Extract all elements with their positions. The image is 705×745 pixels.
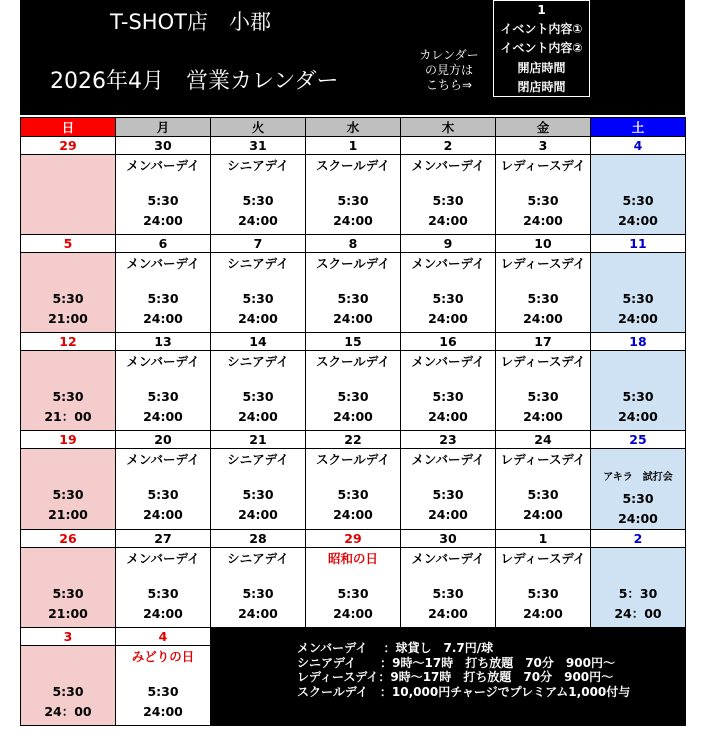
day-cell xyxy=(306,253,401,333)
day-cell xyxy=(591,449,686,530)
open-time: 5:30 xyxy=(337,487,369,502)
event-primary xyxy=(21,158,115,174)
event-primary: レディースデイ xyxy=(500,354,586,369)
close-time: 24:00 xyxy=(428,409,468,424)
day-cell xyxy=(401,548,496,628)
open-time: 5:30 xyxy=(337,586,369,601)
day-body-row xyxy=(21,253,686,333)
open-time: 5:30 xyxy=(242,291,274,306)
close-time: 24:00 xyxy=(143,507,183,522)
day-date: 28 xyxy=(211,530,306,548)
day-date: 13 xyxy=(116,333,211,351)
day-date: 14 xyxy=(211,333,306,351)
close-time: 24:00 xyxy=(333,213,373,228)
legend-date: 1 xyxy=(537,3,546,17)
close-time: 24:00 xyxy=(143,704,183,719)
event-primary: スクールデイ xyxy=(316,256,390,271)
legend-event-2: イベント内容② xyxy=(500,41,583,56)
date-row xyxy=(21,137,686,155)
close-time: 24:00 xyxy=(333,311,373,326)
date-row xyxy=(21,333,686,351)
close-time: 24:00 xyxy=(618,213,658,228)
day-cell xyxy=(591,253,686,333)
notes-panel xyxy=(211,628,686,726)
day-date: 1 xyxy=(306,137,401,155)
day-cell xyxy=(496,155,591,235)
day-date: 10 xyxy=(496,235,591,253)
day-cell xyxy=(21,253,116,333)
open-time: 5:30 xyxy=(147,684,179,699)
open-time: 5:30 xyxy=(147,193,179,208)
close-time: 24:00 xyxy=(238,213,278,228)
day-date: 16 xyxy=(401,333,496,351)
day-cell xyxy=(116,155,211,235)
close-time: 24:00 xyxy=(618,409,658,424)
day-date: 17 xyxy=(496,333,591,351)
close-time: 21：00 xyxy=(44,409,92,424)
day-cell xyxy=(306,548,401,628)
event-primary: シニアデイ xyxy=(227,256,289,271)
store-name: T-SHOT店 小郡 xyxy=(110,10,271,34)
open-time: 5:30 xyxy=(52,586,84,601)
day-date: 4 xyxy=(116,628,211,646)
open-time: 5:30 xyxy=(147,389,179,404)
close-time: 24:00 xyxy=(238,507,278,522)
calendar-header xyxy=(20,0,685,115)
note-line: スクールデイ ：10,000円チャージでプレミアム1,000付与 xyxy=(297,684,631,699)
open-time: 5:30 xyxy=(147,586,179,601)
day-date: 23 xyxy=(401,431,496,449)
day-date: 26 xyxy=(21,530,116,548)
event-primary xyxy=(591,354,685,370)
day-cell xyxy=(21,548,116,628)
open-time: 5:30 xyxy=(527,487,559,502)
open-time: 5:30 xyxy=(432,586,464,601)
weekday-header: 水 xyxy=(306,118,401,137)
day-cell xyxy=(401,155,496,235)
day-cell xyxy=(21,449,116,530)
event-primary: メンバーデイ xyxy=(411,158,485,173)
day-cell xyxy=(306,155,401,235)
event-primary: シニアデイ xyxy=(227,354,289,369)
open-time: 5:30 xyxy=(337,389,369,404)
day-date: 9 xyxy=(401,235,496,253)
event-primary xyxy=(21,551,115,567)
date-row xyxy=(21,235,686,253)
close-time: 24:00 xyxy=(143,409,183,424)
close-time: 24:00 xyxy=(333,507,373,522)
day-cell xyxy=(116,548,211,628)
close-time: 24:00 xyxy=(143,213,183,228)
day-cell xyxy=(116,449,211,530)
day-cell xyxy=(496,548,591,628)
event-secondary: アキラ 試打会 xyxy=(603,472,673,483)
close-time: 24:00 xyxy=(523,606,563,621)
event-primary: シニアデイ xyxy=(227,551,289,566)
open-time: 5:30 xyxy=(622,193,654,208)
weekday-header: 月 xyxy=(116,118,211,137)
day-cell xyxy=(21,646,116,726)
event-primary: 昭和の日 xyxy=(327,551,378,566)
open-time: 5:30 xyxy=(337,291,369,306)
day-date: 29 xyxy=(306,530,401,548)
event-primary: メンバーデイ xyxy=(411,256,485,271)
day-date: 5 xyxy=(21,235,116,253)
open-time: 5:30 xyxy=(527,389,559,404)
note-line: レディースデイ：9時～17時 打ち放題 70分 900円～ xyxy=(297,670,614,684)
day-date: 24 xyxy=(496,431,591,449)
day-cell xyxy=(211,449,306,530)
day-cell xyxy=(496,351,591,431)
note-line: メンバーデイ ：球貸し 7.7円/球 xyxy=(297,641,494,655)
event-primary: レディースデイ xyxy=(500,452,586,467)
event-primary: メンバーデイ xyxy=(126,256,200,271)
legend-event-1: イベント内容① xyxy=(500,22,583,37)
event-primary: シニアデイ xyxy=(227,452,289,467)
event-primary: メンバーデイ xyxy=(411,354,485,369)
day-date: 7 xyxy=(211,235,306,253)
close-time: 24:00 xyxy=(428,213,468,228)
day-date: 22 xyxy=(306,431,401,449)
close-time xyxy=(21,211,115,231)
close-time: 24:00 xyxy=(238,409,278,424)
day-date: 12 xyxy=(21,333,116,351)
event-primary: スクールデイ xyxy=(316,452,390,467)
day-cell xyxy=(21,155,116,235)
day-date: 19 xyxy=(21,431,116,449)
calendar-table xyxy=(20,117,686,726)
day-cell xyxy=(591,351,686,431)
close-time: 24:00 xyxy=(618,511,658,526)
day-cell xyxy=(116,253,211,333)
close-time: 24:00 xyxy=(523,213,563,228)
day-cell xyxy=(211,155,306,235)
event-primary: メンバーデイ xyxy=(411,452,485,467)
day-cell xyxy=(496,253,591,333)
open-time: 5:30 xyxy=(432,193,464,208)
event-primary xyxy=(21,354,115,370)
day-cell xyxy=(306,351,401,431)
event-primary: メンバーデイ xyxy=(126,354,200,369)
close-time: 24:00 xyxy=(143,311,183,326)
event-primary: メンバーデイ xyxy=(126,551,200,566)
day-cell xyxy=(496,449,591,530)
day-cell xyxy=(116,351,211,431)
day-date: 15 xyxy=(306,333,401,351)
event-primary xyxy=(21,649,115,665)
event-primary: メンバーデイ xyxy=(411,551,485,566)
legend-open: 開店時間 xyxy=(517,60,566,75)
day-cell xyxy=(591,155,686,235)
day-cell xyxy=(211,548,306,628)
open-time: 5:30 xyxy=(52,389,84,404)
legend-box xyxy=(493,0,590,97)
open-time: 5:30 xyxy=(52,684,84,699)
open-time: 5:30 xyxy=(242,193,274,208)
day-cell xyxy=(211,253,306,333)
open-time: 5:30 xyxy=(52,487,84,502)
close-time: 21:00 xyxy=(48,311,88,326)
open-time: 5:30 xyxy=(432,291,464,306)
close-time: 24：00 xyxy=(614,606,662,621)
weekday-header-row xyxy=(21,118,686,137)
weekday-header: 土 xyxy=(591,118,686,137)
day-cell xyxy=(401,449,496,530)
close-time: 24:00 xyxy=(238,311,278,326)
day-body-row xyxy=(21,351,686,431)
day-date: 3 xyxy=(496,137,591,155)
day-body-row xyxy=(21,449,686,530)
date-row xyxy=(21,628,686,646)
close-time: 24:00 xyxy=(523,409,563,424)
open-time: 5:30 xyxy=(242,389,274,404)
day-date: 27 xyxy=(116,530,211,548)
close-time: 21:00 xyxy=(48,606,88,621)
event-primary: シニアデイ xyxy=(227,158,289,173)
day-cell xyxy=(116,646,211,726)
open-time: 5:30 xyxy=(527,586,559,601)
day-date: 29 xyxy=(21,137,116,155)
event-primary: レディースデイ xyxy=(500,551,586,566)
weekday-header: 火 xyxy=(211,118,306,137)
day-date: 2 xyxy=(401,137,496,155)
notes-list xyxy=(297,641,630,699)
weekday-header: 木 xyxy=(401,118,496,137)
note-line: シニアデイ ：9時～17時 打ち放題 70分 900円～ xyxy=(297,655,615,670)
guide-text: カレンダー の見方は こちら⇒ xyxy=(419,48,479,92)
close-time: 24:00 xyxy=(143,606,183,621)
event-primary: みどりの日 xyxy=(131,649,195,664)
day-date: 30 xyxy=(116,137,211,155)
day-cell xyxy=(401,253,496,333)
day-date: 6 xyxy=(116,235,211,253)
open-time: 5:30 xyxy=(432,487,464,502)
event-primary: スクールデイ xyxy=(316,354,390,369)
close-time: 21:00 xyxy=(48,507,88,522)
close-time: 24:00 xyxy=(428,606,468,621)
open-time: 5:30 xyxy=(242,487,274,502)
day-date: 11 xyxy=(591,235,686,253)
day-cell xyxy=(21,351,116,431)
close-time: 24:00 xyxy=(523,311,563,326)
day-body-row xyxy=(21,548,686,628)
close-time: 24:00 xyxy=(238,606,278,621)
day-date: 31 xyxy=(211,137,306,155)
open-time: 5:30 xyxy=(337,193,369,208)
open-time: 5:30 xyxy=(622,491,654,506)
day-body-row xyxy=(21,155,686,235)
close-time: 24:00 xyxy=(523,507,563,522)
day-cell xyxy=(401,351,496,431)
day-date: 18 xyxy=(591,333,686,351)
event-primary: レディースデイ xyxy=(500,158,586,173)
event-primary xyxy=(591,256,685,272)
day-date: 21 xyxy=(211,431,306,449)
date-row xyxy=(21,530,686,548)
day-date: 25 xyxy=(591,431,686,449)
open-time: 5:30 xyxy=(527,193,559,208)
day-cell xyxy=(591,548,686,628)
event-primary: メンバーデイ xyxy=(126,452,200,467)
open-time: 5:30 xyxy=(147,487,179,502)
event-primary xyxy=(591,551,685,567)
day-date: 3 xyxy=(21,628,116,646)
legend-close: 閉店時間 xyxy=(517,79,566,94)
event-primary: レディースデイ xyxy=(500,256,586,271)
close-time: 24:00 xyxy=(618,311,658,326)
weekday-header: 金 xyxy=(496,118,591,137)
day-date: 4 xyxy=(591,137,686,155)
day-date: 2 xyxy=(591,530,686,548)
day-cell xyxy=(306,449,401,530)
close-time: 24:00 xyxy=(333,409,373,424)
event-primary xyxy=(21,256,115,272)
weekday-header: 日 xyxy=(21,118,116,137)
event-primary xyxy=(21,452,115,468)
open-time: 5:30 xyxy=(622,389,654,404)
close-time: 24：00 xyxy=(44,704,92,719)
page-title: 2026年4月 営業カレンダー xyxy=(50,69,339,94)
open-time xyxy=(21,191,115,211)
date-row xyxy=(21,431,686,449)
open-time: 5:30 xyxy=(432,389,464,404)
event-primary: スクールデイ xyxy=(316,158,390,173)
day-cell xyxy=(211,351,306,431)
event-primary xyxy=(591,158,685,174)
open-time: 5:30 xyxy=(622,291,654,306)
day-date: 1 xyxy=(496,530,591,548)
event-primary: メンバーデイ xyxy=(126,158,200,173)
day-date: 20 xyxy=(116,431,211,449)
day-date: 30 xyxy=(401,530,496,548)
open-time: 5:30 xyxy=(527,291,559,306)
open-time: 5：30 xyxy=(618,586,658,601)
close-time: 24:00 xyxy=(428,507,468,522)
day-date: 8 xyxy=(306,235,401,253)
open-time: 5:30 xyxy=(52,291,84,306)
open-time: 5:30 xyxy=(147,291,179,306)
event-primary xyxy=(591,452,685,468)
close-time: 24:00 xyxy=(428,311,468,326)
open-time: 5:30 xyxy=(242,586,274,601)
close-time: 24:00 xyxy=(333,606,373,621)
